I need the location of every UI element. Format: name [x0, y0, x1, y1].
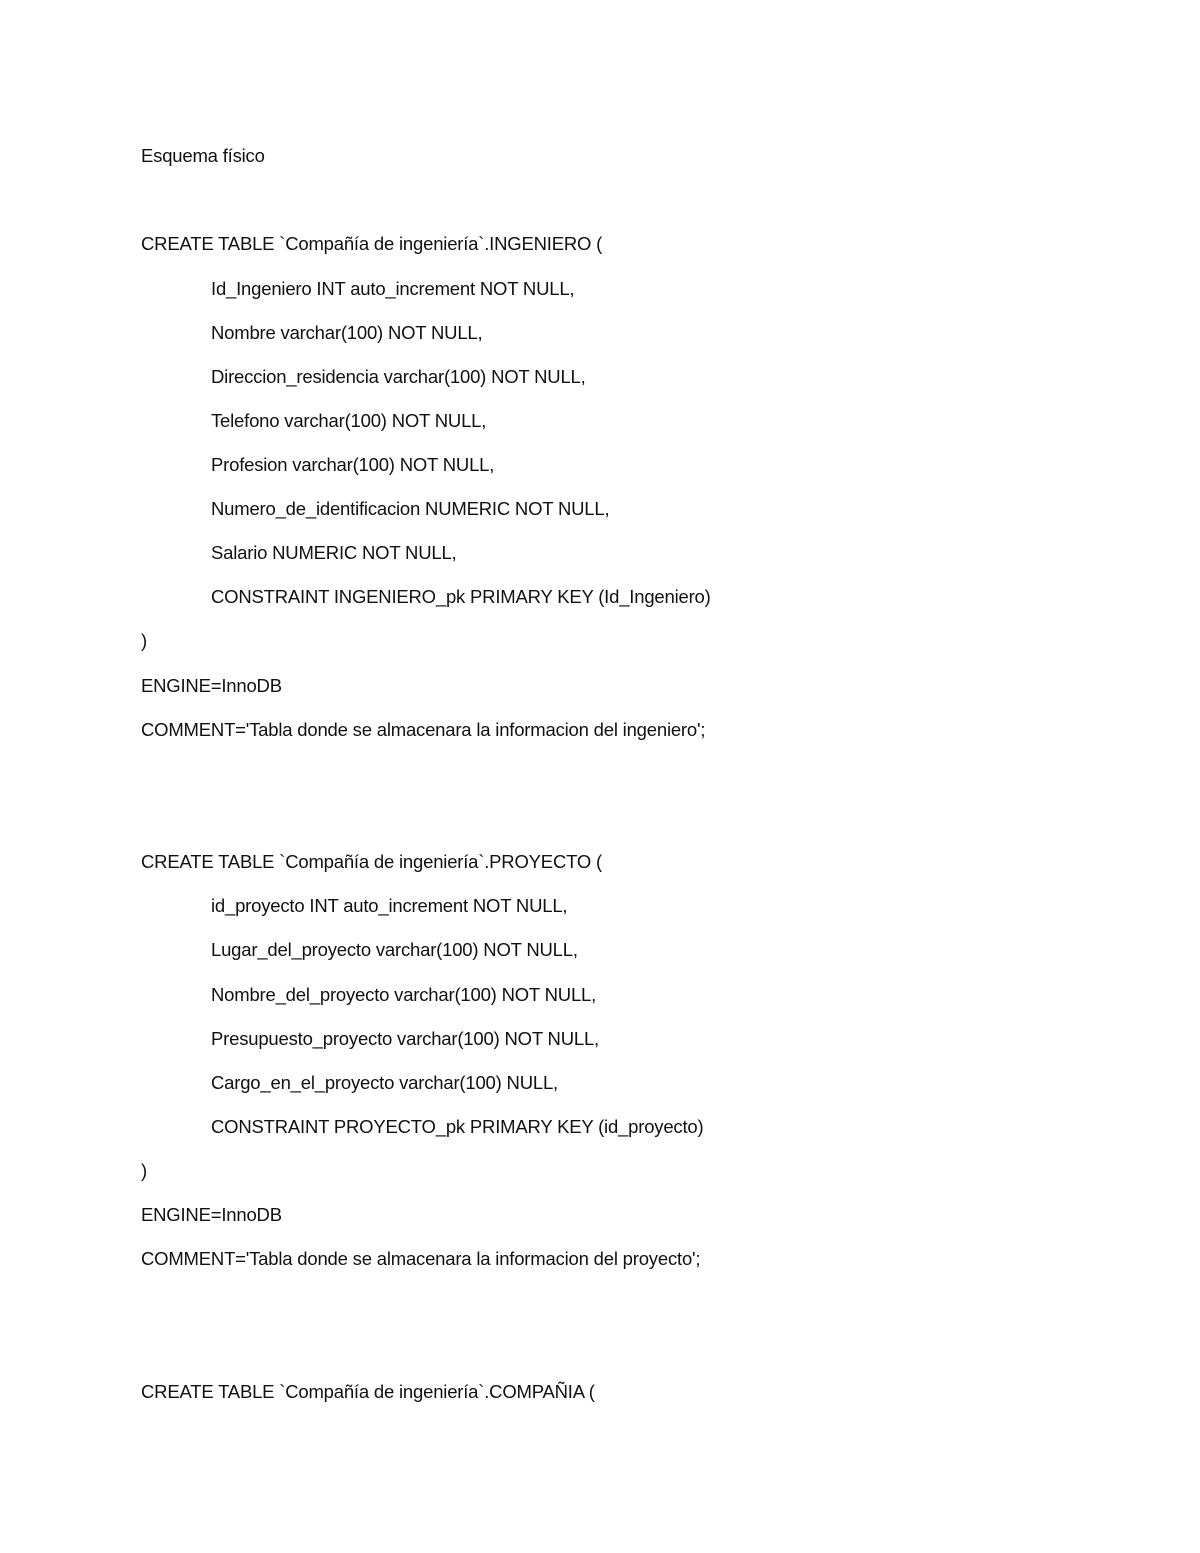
sql-line: COMMENT='Tabla donde se almacenara la informacion del ingeniero'; — [141, 719, 706, 740]
sql-line: ) — [141, 1160, 147, 1181]
sql-line: ENGINE=InnoDB — [141, 1204, 282, 1225]
sql-line: CREATE TABLE `Compañía de ingeniería`.COMPAÑIA ( — [141, 1381, 595, 1402]
sql-line: Numero_de_identificacion NUMERIC NOT NULL, — [211, 498, 610, 519]
sql-line: Profesion varchar(100) NOT NULL, — [211, 454, 495, 475]
sql-line: Presupuesto_proyecto varchar(100) NOT NULL, — [211, 1028, 599, 1049]
sql-line: COMMENT='Tabla donde se almacenara la informacion del proyecto'; — [141, 1248, 701, 1269]
sql-line: Nombre_del_proyecto varchar(100) NOT NULL, — [211, 984, 597, 1005]
sql-line: Cargo_en_el_proyecto varchar(100) NULL, — [211, 1072, 558, 1093]
sql-line: Direccion_residencia varchar(100) NOT NULL, — [211, 366, 586, 387]
sql-line: Telefono varchar(100) NOT NULL, — [211, 410, 487, 431]
sql-line: CONSTRAINT PROYECTO_pk PRIMARY KEY (id_proyecto) — [211, 1116, 704, 1137]
sql-line: id_proyecto INT auto_increment NOT NULL, — [211, 895, 568, 916]
sql-line: ) — [141, 630, 147, 651]
sql-line: Salario NUMERIC NOT NULL, — [211, 542, 457, 563]
sql-line: Nombre varchar(100) NOT NULL, — [211, 322, 483, 343]
sql-line: CREATE TABLE `Compañía de ingeniería`.INGENIERO ( — [141, 233, 603, 254]
sql-line: Id_Ingeniero INT auto_increment NOT NULL, — [211, 278, 575, 299]
sql-line: Lugar_del_proyecto varchar(100) NOT NULL, — [211, 939, 578, 960]
sql-line: CONSTRAINT INGENIERO_pk PRIMARY KEY (Id_Ingeniero) — [211, 586, 711, 607]
sql-line: ENGINE=InnoDB — [141, 675, 282, 696]
sql-line: CREATE TABLE `Compañía de ingeniería`.PROYECTO ( — [141, 851, 602, 872]
document-heading: Esquema físico — [141, 145, 265, 166]
